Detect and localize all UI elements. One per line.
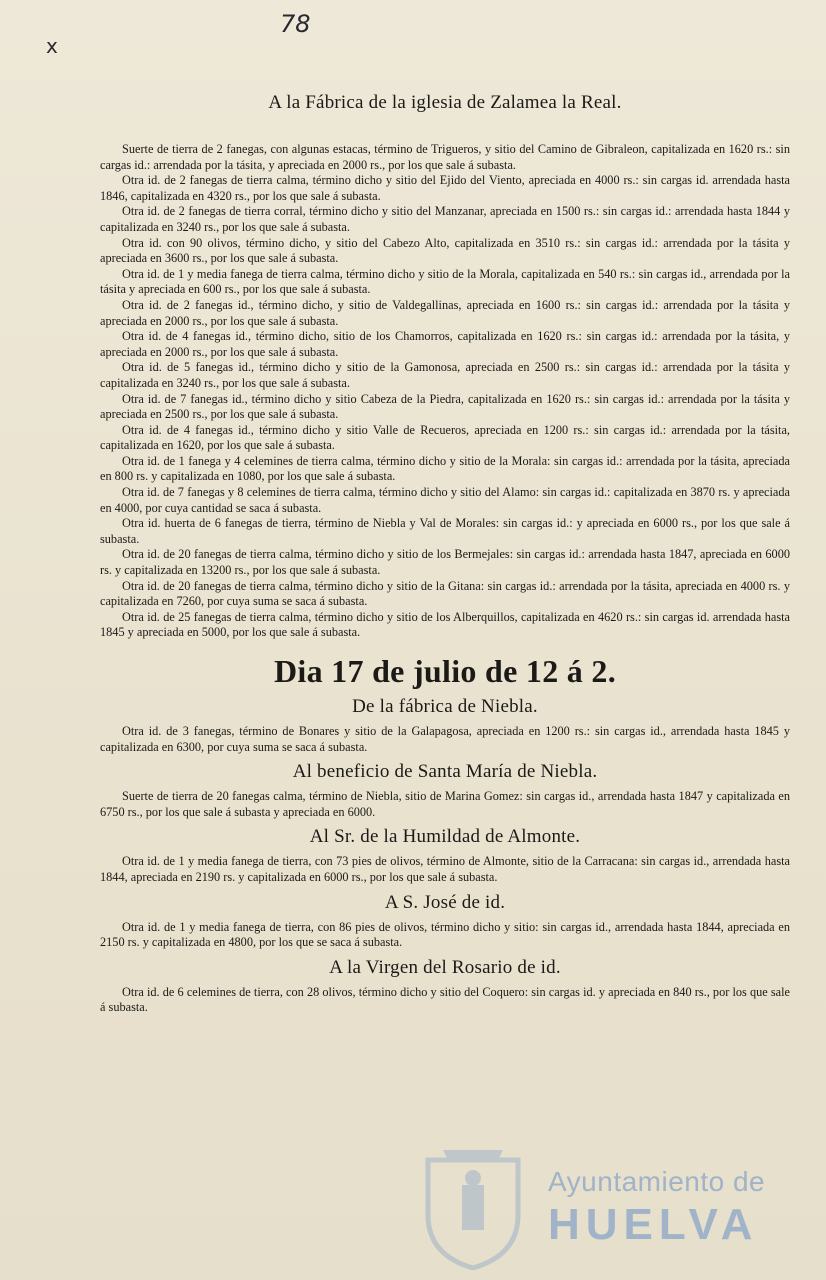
section-heading: Al Sr. de la Humildad de Almonte. xyxy=(309,826,581,848)
city-coat-of-arms-watermark-icon xyxy=(418,1140,528,1270)
section-heading: A la Fábrica de la iglesia de Zalamea la Real. xyxy=(268,92,622,113)
property-entry: Otra id. de 4 fanegas id., término dicho y sitio Valle de Recueros, apreciada en 1200 rs.: sin cargas id.: arrendada por la tásita, capitalizada en 1620, por los que sale á subasta. xyxy=(100,422,790,453)
section-humildad-almonte xyxy=(100,826,790,885)
archive-watermark xyxy=(548,1166,765,1250)
section-heading: Al beneficio de Santa María de Niebla. xyxy=(292,761,598,783)
property-entry: Otra id. de 25 fanegas de tierra calma, término dicho y sitio de los Alberquillos, capitalizada en 4620 rs.: sin cargas id. arrendada hasta 1845 y apreciada en 5000, por los que sale á subasta. xyxy=(100,609,790,640)
property-entry: Suerte de tierra de 2 fanegas, con algunas estacas, término de Trigueros, y sitio del Camino de Gibraleon, capitalizada en 1620 rs.: sin cargas id.: arrendada por la tásita, y apreciada en 2000 rs., por los que sale á subasta. xyxy=(100,142,790,172)
property-entry: Otra id. de 1 y media fanega de tierra calma, término dicho y sitio de la Morala, capitalizada en 540 rs.: sin cargas id., arrendada por la tásita y apreciada en 600 rs., por los que sale á subasta. xyxy=(100,266,790,297)
property-entry: Otra id. con 90 olivos, término dicho, y sitio del Cabezo Alto, capitalizada en 3510 rs.: sin cargas id.: arrendada por la tásita y apreciada en 3600 rs., por los que sale á subasta. xyxy=(100,235,790,266)
property-entry: Otra id. de 20 fanegas de tierra calma, término dicho y sitio de la Gitana: sin cargas id.: arrendada por la tásita, apreciada en 4000 rs. y capitalizada en 7260, por cuya suma se saca á subasta. xyxy=(100,578,790,609)
property-entry: Otra id. de 2 fanegas id., término dicho, y sitio de Valdegallinas, apreciada en 1600 rs.: sin cargas id.: arrendada por la tásita y apreciada en 2000 rs., por los que sale á subasta. xyxy=(100,297,790,328)
property-entry: Otra id. de 3 fanegas, término de Bonares y sitio de la Galapagosa, apreciada en 1200 rs.: sin cargas id., arrendada hasta 1845 y capitalizada en 6300, por cuya suma se saca á subasta. xyxy=(100,724,790,754)
margin-annotations xyxy=(40,8,440,68)
section-fabrica-niebla xyxy=(100,696,790,755)
property-entry: Otra id. de 7 fanegas y 8 celemines de tierra calma, término dicho y sitio del Alamo: sin cargas id.: capitalizada en 3870 rs. y apreciada en 4000, por cuya cantidad se saca á subasta. xyxy=(100,485,790,515)
property-entry: Otra id. de 20 fanegas de tierra calma, término dicho y sitio de los Bermejales: sin cargas id.: arrendada hasta 1847, apreciada en 6000 rs. y capitalizada en 13200 rs., por los que sale á subasta. xyxy=(100,547,790,578)
section-zalamea xyxy=(100,92,790,641)
property-entry: Otra id. de 5 fanegas id., término dicho y sitio de la Gamonosa, apreciada en 2500 rs.: sin cargas id.: arrendada por la tásita y capitalizada en 3240 rs., por los que sale á subasta. xyxy=(100,360,790,390)
handwritten-cross: x xyxy=(46,34,58,58)
auction-day-heading: Dia 17 de julio de 12 á 2. xyxy=(273,653,617,689)
section-santa-maria-niebla xyxy=(100,761,790,820)
section-san-jose xyxy=(100,892,790,951)
section-heading: A la Virgen del Rosario de id. xyxy=(329,956,561,978)
property-entry: Otra id. de 1 fanega y 4 celemines de tierra calma, término dicho y sitio de la Morala: sin cargas id.: arrendada por la tásita, apreciada en 800 rs. y capitalizada en 1080, por los que sale á subasta. xyxy=(100,453,790,484)
section-heading: De la fábrica de Niebla. xyxy=(352,696,538,717)
handwritten-folio-number: 78 xyxy=(280,10,311,38)
property-entry: Otra id. de 6 celemines de tierra, con 28 olivos, término dicho y sitio del Coquero: sin cargas id. y apreciada en 840 rs., por los que sale á subasta. xyxy=(100,984,790,1015)
property-entry: Otra id. de 2 fanegas de tierra corral, término dicho y sitio del Manzanar, apreciada en 1500 rs.: sin cargas id.: arrendada hasta 1844 y capitalizada en 3240 rs., por los que sale á subasta. xyxy=(100,204,790,234)
section-virgen-rosario xyxy=(100,957,790,1016)
property-entry: Otra id. de 1 y media fanega de tierra, con 73 pies de olivos, término de Almonte, sitio de la Carracana: sin cargas id., arrendada hasta 1844, apreciada en 2190 rs. y capitalizada en 6000 rs., por los que sale á subasta. xyxy=(100,854,790,884)
property-entry: Otra id. de 2 fanegas de tierra calma, término dicho y sitio del Ejido del Viento, apreciada en 4000 rs.: sin cargas id. arrendada hasta 1846, capitalizada en 4320 rs., por los que sale á subasta. xyxy=(100,173,790,203)
property-entry: Otra id. huerta de 6 fanegas de tierra, término de Niebla y Val de Morales: sin cargas id.: y apreciada en 6000 rs., por los que sale á subasta. xyxy=(100,516,790,546)
watermark-line: HUELVA xyxy=(548,1200,759,1249)
property-entry: Otra id. de 1 y media fanega de tierra, con 86 pies de olivos, término dicho y sitio: sin cargas id., arrendada hasta 1844, apreciada en 2150 rs. y capitalizada en 4800, por los que se saca á subasta. xyxy=(100,919,790,950)
property-entry: Otra id. de 4 fanegas id., término dicho, sitio de los Chamorros, capitalizada en 1620 rs.: sin cargas id.: arrendada por la tásita, y apreciada en 2000 rs., por los que sale á subasta. xyxy=(100,329,790,359)
watermark-line: Ayuntamiento de xyxy=(548,1166,766,1197)
property-entry: Otra id. de 7 fanegas id., término dicho y sitio Cabeza de la Piedra, capitalizada en 1620 rs.: sin cargas id.: arrendada por la tásita y apreciada en 2500 rs., por los que sale á subasta. xyxy=(100,391,790,422)
property-entry: Suerte de tierra de 20 fanegas calma, término de Niebla, sitio de Marina Gomez: sin cargas id., arrendada hasta 1847 y capitalizada en 6750 rs., por los que sale á subasta y apreciada en 6000. xyxy=(100,789,790,819)
section-heading: A S. José de id. xyxy=(384,891,506,913)
document-body xyxy=(100,86,790,1016)
